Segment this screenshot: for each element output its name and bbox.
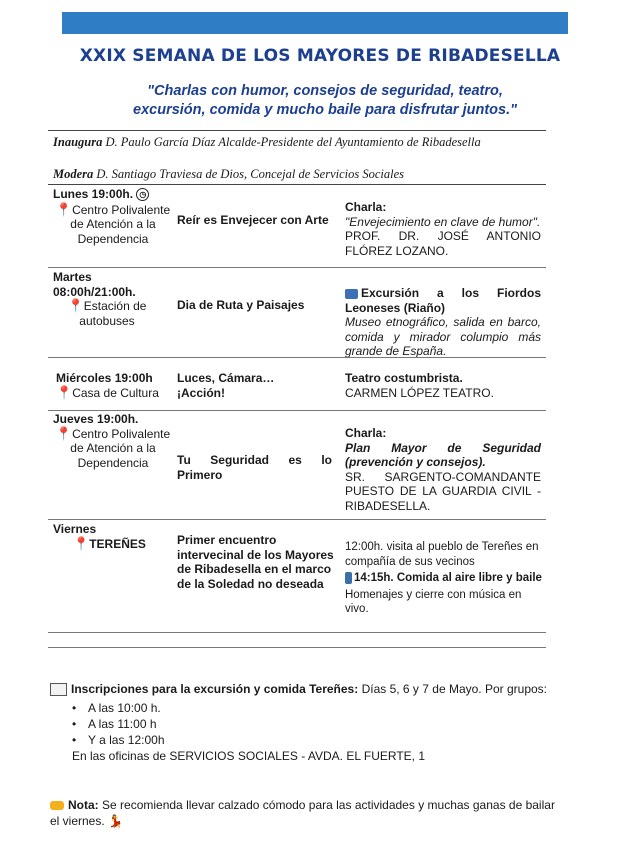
schedule-day-cell [56,371,176,400]
event-detail-line-3: Homenajes y cierre con música en vivo. [345,588,522,615]
intro-inaugura [53,134,533,150]
groups-list [50,700,560,748]
event-detail-italic: "Envejecimiento en clave de humor". [345,214,541,229]
row-divider [48,632,546,633]
place-label: Centro Polivalente de Atención a la Dependencia [70,426,171,470]
modera-label: Modera [53,167,94,181]
notepad-icon [50,683,67,696]
day-label: Viernes [53,522,97,536]
inscripciones-label: Inscripciones para la excursión y comida Tereñes: [71,682,359,696]
row-divider [48,519,546,520]
nota-block [50,797,560,829]
event-title: Luces, Cámara… ¡Acción! [177,371,275,400]
place-label: Centro Polivalente de Atención a la Dependencia [70,202,171,246]
event-title: Tu Seguridad es lo Primero [177,453,332,482]
location-pin-icon: 📍 [55,425,73,441]
event-detail-italic: Museo etnográfico, salida en barco, comida y mirador columpio más grande de España. [345,315,541,358]
inaugura-label: Inaugura [53,135,103,149]
place-label: TEREÑES [89,536,146,551]
row-divider [48,410,546,411]
event-description [345,426,541,513]
list-item: • Y a las 12:00h [50,732,560,748]
event-title: Reír es Envejecer con Arte [177,213,329,227]
row-divider [48,357,546,358]
subtitle-line-2: excursión, comida y mucho baile para disfrutar juntos." [133,102,517,118]
event-detail-bold-italic: Plan Mayor de Seguridad (prevención y consejos). [345,440,541,469]
location-pin-icon: 📍 [67,298,84,313]
page-subtitle [60,82,590,120]
event-description [345,200,541,258]
phone-icon [345,572,352,584]
header-bar [62,12,568,34]
schedule-day-cell [53,270,173,328]
note-icon [50,801,64,810]
day-label: Lunes 19:00h. [53,187,134,201]
dancer-icon: 💃 [108,814,123,828]
clock-icon: ◷ [136,188,149,201]
event-detail: SR. SARGENTO-COMANDANTE PUESTO DE LA GUARDIA CIVIL - RIBADESELLA. [345,469,541,513]
location-pin-icon: 📍 [56,384,73,400]
list-item: • A las 10:00 h. [50,700,560,716]
divider [48,130,546,131]
event-description [345,540,545,617]
time-label: 08:00h/21:00h. [53,284,136,299]
list-item: • A las 11:00 h [50,716,560,732]
day-label: Miércoles 19:00h [56,371,153,385]
event-type: Teatro costumbrista. [345,371,463,385]
schedule-day-cell [53,522,173,551]
inscripciones-block [50,681,560,764]
event-detail: CARMEN LÓPEZ TEATRO. [345,385,494,400]
bus-icon [345,289,358,299]
event-description [345,371,541,400]
event-type: Charla: [345,200,387,214]
place-label: Casa de Cultura [72,385,159,400]
nota-label: Nota: [68,798,99,812]
event-detail-line-1: 12:00h. visita al pueblo de Tereñes en compañía de sus vecinos [345,541,539,568]
event-title: Dia de Ruta y Paisajes [177,298,305,312]
event-type: Excursión a los Fiordos Leoneses (Riaño) [345,286,541,315]
place-label: Estación de autobuses [79,299,147,328]
schedule-day-cell [53,412,173,470]
event-description [345,286,541,359]
page-title: XXIX SEMANA DE LOS MAYORES DE RIBADESELLA [79,46,561,66]
event-title: Primer encuentro intervecinal de los Mayores de Ribadesella en el marco de la Soledad no deseada [177,533,334,591]
oficinas-text: En las oficinas de SERVICIOS SOCIALES - AVDA. EL FUERTE, 1 [72,749,426,763]
inaugura-text: D. Paulo García Díaz Alcalde-Presidente del Ayuntamiento de Ribadesella [105,135,481,149]
location-pin-icon: 📍 [73,535,90,551]
event-detail: PROF. DR. JOSÉ ANTONIO FLÓREZ LOZANO. [345,229,541,258]
event-detail-bold: 14:15h. Comida al aire libre y baile [354,572,542,584]
nota-text: Se recomienda llevar calzado cómodo para las actividades y muchas ganas de bailar el viernes. [50,798,555,828]
modera-text: D. Santiago Traviesa de Dios, Concejal de Servicios Sociales [96,167,405,181]
schedule-day-cell [53,187,173,246]
row-divider [48,647,546,648]
divider [48,184,546,185]
location-pin-icon: 📍 [55,201,73,217]
row-divider [48,267,546,268]
event-type: Charla: [345,426,387,440]
intro-modera [53,166,533,182]
day-label: Martes [53,270,92,284]
day-label: Jueves 19:00h. [53,412,139,426]
subtitle-line-1: "Charlas con humor, consejos de seguridad, teatro, [147,83,503,99]
inscripciones-text: Días 5, 6 y 7 de Mayo. Por grupos: [361,682,548,696]
